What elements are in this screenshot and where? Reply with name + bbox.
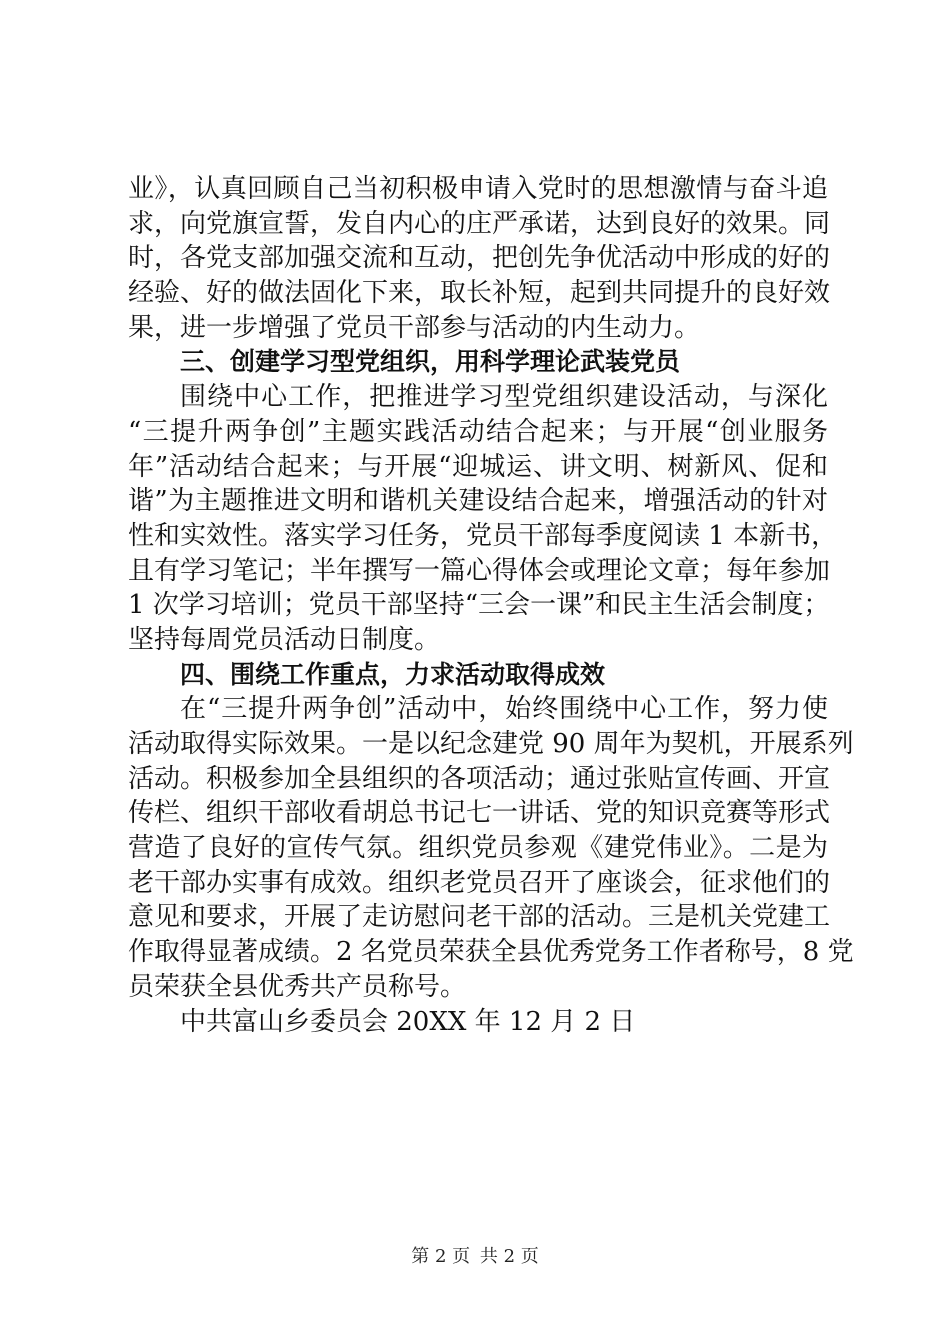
signature-line: 中共富山乡委员会 20XX 年 12 月 2 日	[180, 1006, 636, 1037]
paragraph-line: 活动取得实际效果。一是以纪念建党 90 周年为契机，开展系列	[128, 729, 854, 759]
paragraph-line: 性和实效性。落实学习任务，党员干部每季度阅读 1 本新书，	[128, 520, 838, 551]
paragraph-line: 求，向党旗宣誓，发自内心的庄严承诺，达到良好的效果。同	[128, 208, 831, 239]
section-heading: 四、围绕工作重点，力求活动取得成效	[180, 659, 606, 689]
page-number: 第 2 页	[411, 1246, 471, 1267]
paragraph-line: 意见和要求，开展了走访慰问老干部的活动。三是机关党建工	[128, 902, 831, 933]
paragraph-line: 业》，认真回顾自己当初积极申请入党时的思想激情与奋斗追	[128, 174, 828, 204]
paragraph-line: 传栏、组织干部收看胡总书记七一讲话、党的知识竞赛等形式	[128, 798, 831, 829]
total-pages: 共 2 页	[479, 1246, 539, 1267]
paragraph-line: 谐”为主题推进文明和谐机关建设结合起来，增强活动的针对	[128, 486, 828, 517]
paragraph-line: 活动。积极参加全县组织的各项活动；通过张贴宣传画、开宣	[128, 763, 831, 794]
section-heading: 三、创建学习型党组织，用科学理论武装党员	[180, 347, 681, 377]
paragraph-line: 作取得显著成绩。2 名党员荣获全县优秀党务工作者称号，8 党	[128, 937, 854, 968]
paragraph-line: 在“三提升两争创”活动中，始终围绕中心工作，努力使	[180, 694, 828, 725]
paragraph-line: “三提升两争创”主题实践活动结合起来；与开展“创业服务	[128, 416, 828, 447]
paragraph-line: 1 次学习培训；党员干部坚持“三会一课”和民主生活会制度；	[128, 590, 830, 621]
paragraph-line: 营造了良好的宣传气氛。组织党员参观《建党伟业》。二是为	[128, 833, 828, 864]
paragraph-line: 时，各党支部加强交流和互动，把创先争优活动中形成的好的	[128, 243, 831, 274]
paragraph-line: 老干部办实事有成效。组织老党员召开了座谈会，征求他们的	[128, 867, 831, 898]
paragraph-line: 坚持每周党员活动日制度。	[128, 624, 441, 655]
paragraph-line: 经验、好的做法固化下来，取长补短，起到共同提升的良好效	[128, 278, 831, 309]
paragraph-line: 且有学习笔记；半年撰写一篇心得体会或理论文章；每年参加	[128, 555, 831, 586]
paragraph-line: 年”活动结合起来；与开展“迎城运、讲文明、树新风、促和	[128, 451, 828, 482]
paragraph-line: 员荣获全县优秀共产员称号。	[128, 971, 467, 1002]
document-body	[128, 172, 854, 1039]
paragraph-line: 果，进一步增强了党员干部参与活动的内生动力。	[128, 312, 701, 343]
page-footer	[0, 1245, 950, 1269]
paragraph-line: 围绕中心工作，把推进学习型党组织建设活动，与深化	[180, 382, 828, 413]
